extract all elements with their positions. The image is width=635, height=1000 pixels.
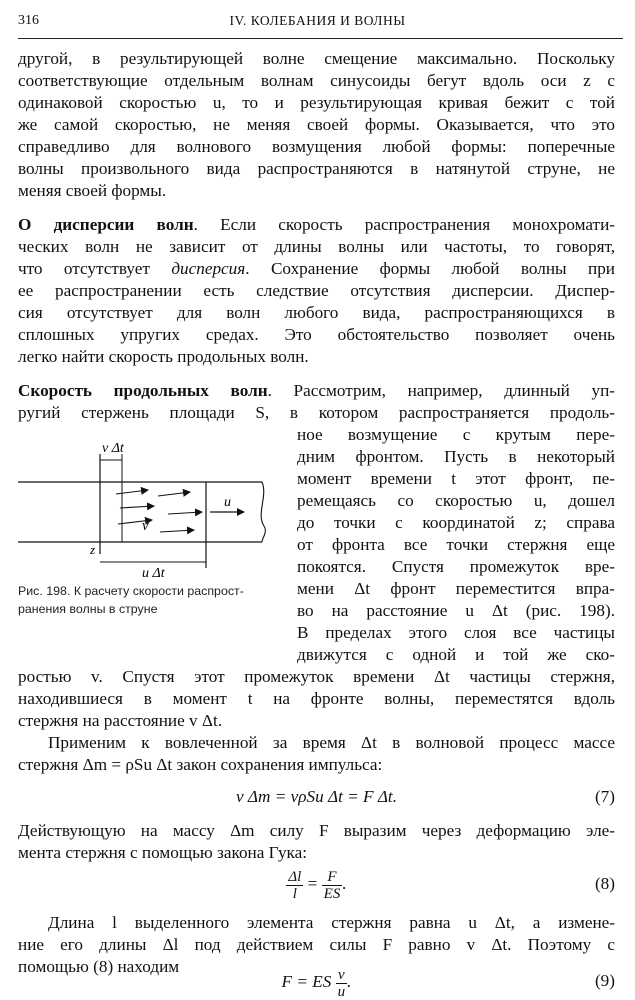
- header-rule: [18, 38, 623, 39]
- text-line: соответствующие отдельным волнам синусоиды бегут вдоль оси z с: [18, 71, 615, 90]
- numerator: v: [336, 967, 348, 984]
- period: .: [342, 874, 347, 893]
- rod-diagram: [18, 434, 280, 579]
- equation-7-number: (7): [594, 787, 615, 806]
- equation-8: [18, 866, 615, 902]
- equation-7: v Δm = vρSu Δt = F Δt.: [236, 787, 397, 806]
- running-head: IV. КОЛЕБАНИЯ И ВОЛНЫ: [229, 13, 406, 28]
- text-span: . Сохранение формы любой волны при: [245, 259, 615, 278]
- text-line: ремещаясь со скоростью u, дошел: [297, 491, 615, 510]
- text-line: момент времени t этот фронт, пе-: [297, 469, 615, 488]
- numerator: F: [322, 869, 343, 886]
- text-line: находившиеся в момент t на фронте волны, переместятся вдоль: [18, 689, 615, 708]
- text-line: движутся с одной и той же ско-: [297, 645, 615, 664]
- page-header: [18, 13, 617, 33]
- denominator: u: [337, 983, 346, 1000]
- text-line: В пределах этого слоя все частицы: [297, 623, 615, 642]
- text-span: . Рассмотрим, например, длинный уп-: [267, 381, 616, 400]
- text-line: покоятся. Спустя промежуток вре-: [297, 557, 615, 576]
- numerator: Δl: [288, 868, 302, 885]
- text-line: Действующую на массу Δm силу F выразим через деформацию эле-: [18, 821, 615, 840]
- text-line: ростью v. Спустя этот промежуток времени Δt частицы стержня,: [18, 667, 615, 686]
- denominator: l: [292, 885, 297, 902]
- text-line: [18, 214, 615, 236]
- caption-line: Рис. 198. К расчету скорости распрост-: [18, 584, 244, 598]
- text-line: ческих волн не зависит от длины волны или частоты, то говорят,: [18, 237, 615, 256]
- rod-break-line: [261, 482, 265, 542]
- term-dispersion: дисперсия: [171, 259, 246, 278]
- text-line: легко найти скорость продольных волн.: [18, 347, 309, 366]
- figure-caption: [18, 582, 298, 618]
- text-line: волны произвольного вида распространяются в натянутой струне, не: [18, 159, 615, 178]
- text-line: другой, в результирующей волне смещение максимально. Поскольку: [18, 49, 615, 68]
- text-line: Длина l выделенного элемента стержня равна u Δt, а измене-: [48, 913, 615, 932]
- label-u: u: [224, 495, 231, 510]
- section-heading-longitudinal: Скорость продольных волн: [18, 381, 268, 400]
- text-line: одинаковой скоростью u, то и результирующая кривая бежит с той: [18, 93, 615, 112]
- text-line: во на расстояние u Δt (рис. 198).: [297, 601, 615, 620]
- text-span: . Если скорость распространения монохромати-: [193, 215, 615, 234]
- text-line: дним фронтом. Пусть в некоторый: [297, 447, 615, 466]
- text-line: же самой скоростью, не меняя своей формы. Оказывается, что это: [18, 115, 615, 134]
- particle-arrow: [168, 512, 202, 514]
- text-line: ее распространении есть следствие отсутствия дисперсии. Диспер-: [18, 281, 615, 300]
- text-line: ное возмущение с крутым пере-: [297, 425, 615, 444]
- page-number: 316: [18, 13, 39, 28]
- label-z: z: [90, 542, 96, 557]
- label-v: v: [142, 518, 149, 534]
- text-line: ругий стержень площади S, в котором распространяется продоль-: [18, 403, 615, 422]
- particle-arrow: [116, 490, 148, 494]
- text-span: что отсутствует: [18, 259, 172, 278]
- equals-sign: =: [307, 874, 318, 893]
- figure-198: [18, 434, 280, 579]
- text-line: до точки с координатой z; справа: [297, 513, 615, 532]
- text-line: сплошных упругих средах. Это обстоятельство позволяет очень: [18, 325, 615, 344]
- particle-arrow: [120, 506, 154, 508]
- text-line: сия отсутствует для волн любого вида, распространяющихся в: [18, 303, 615, 322]
- fraction-dl-l: [286, 869, 303, 902]
- text-line: [18, 258, 615, 280]
- text-line: стержня Δm = ρSu Δt закон сохранения импульса:: [18, 755, 383, 774]
- text-line: Применим к вовлеченной за время Δt в волновой процесс массе: [48, 733, 615, 752]
- text-line: мени Δt фронт переместится впра-: [297, 579, 615, 598]
- text-line: мента стержня с помощью закона Гука:: [18, 843, 308, 862]
- text-line: помощью (8) находим: [18, 957, 180, 976]
- text-line: справедливо для волнового возмущения любой формы: поперечные: [18, 137, 615, 156]
- denominator: ES: [323, 885, 341, 902]
- text-line: [18, 380, 615, 402]
- text-line: ние его длины Δl под действием силы F равно v Δt. Поэтому с: [18, 935, 615, 954]
- equation-lhs: F = ES: [281, 972, 332, 991]
- caption-line: ранения волны в струне: [18, 602, 158, 616]
- text-line: от фронта все точки стержня еще: [297, 535, 615, 554]
- particle-arrow: [160, 530, 194, 532]
- equation-8-number: (8): [594, 874, 615, 893]
- fraction-v-u: [336, 967, 348, 1000]
- label-v-dt: v Δt: [102, 441, 124, 456]
- text-line: меняя своей формы.: [18, 181, 167, 200]
- period: .: [347, 972, 352, 991]
- text-line: стержня на расстояние v Δt.: [18, 711, 223, 730]
- section-heading-dispersion: О дисперсии волн: [18, 215, 194, 234]
- label-u-dt: u Δt: [142, 566, 165, 579]
- equation-9-number: (9): [594, 971, 615, 990]
- fraction-f-es: [322, 869, 343, 902]
- equation-9: [18, 964, 615, 1000]
- particle-arrow: [158, 492, 190, 496]
